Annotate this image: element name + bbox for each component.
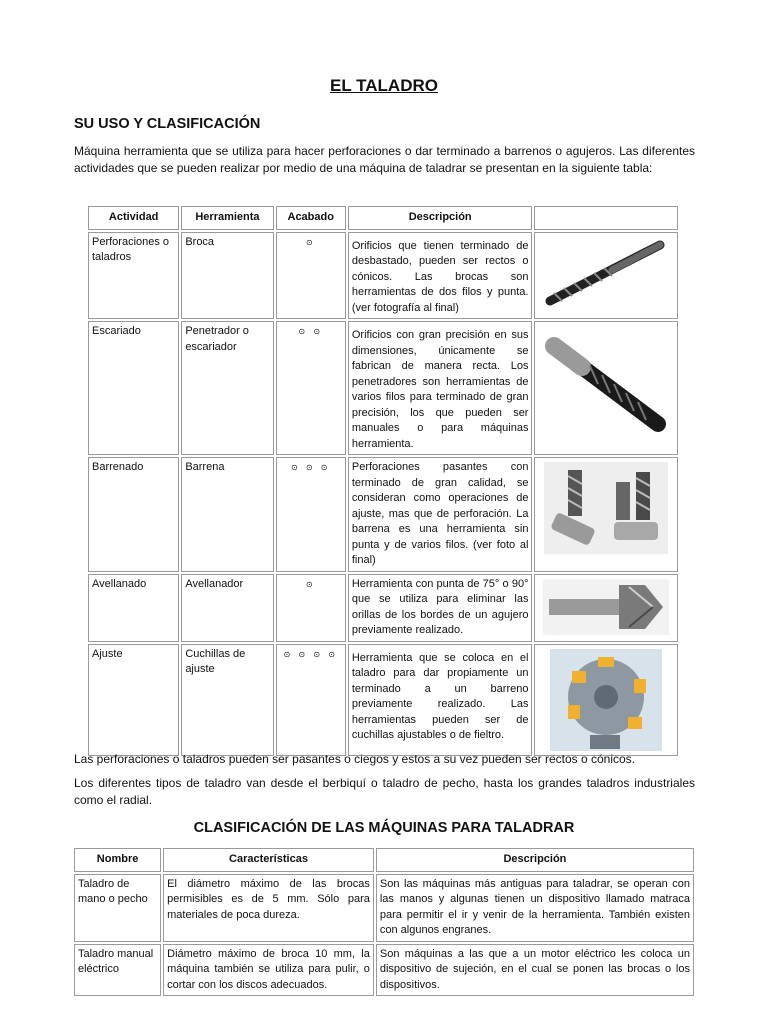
table-row	[74, 944, 694, 997]
tool-cell: Broca	[181, 232, 273, 320]
countersink-image	[543, 579, 669, 635]
finish-rating: ⊙ ⊙	[276, 321, 346, 455]
activity-cell: Barrenado	[88, 457, 179, 572]
paragraph-perforaciones: Las perforaciones o taladros pueden ser pasantes o ciegos y estos a su vez pueden ser rectos o cónicos.	[74, 752, 635, 766]
activities-table	[86, 204, 680, 758]
table-row	[88, 457, 678, 572]
image-cell	[534, 232, 678, 320]
description-cell: Son las máquinas más antiguas para taladrar, se operan con las manos y algunas tienen un dispositivo llamado matraca para permitir el ir y venir de la herramienta. También existen con algunos engranes.	[376, 874, 694, 942]
finish-rating: ⊙ ⊙ ⊙	[276, 457, 346, 572]
col-imagen	[534, 206, 678, 230]
image-cell	[534, 644, 678, 756]
table-row	[74, 874, 694, 942]
table-row	[88, 232, 678, 320]
description-cell: Herramienta que se coloca en el taladro para dar propiamente un terminado a un barreno previamente realizado. Las herramientas pueden ser de cuchillas ajustables o de fieltro.	[348, 644, 533, 756]
tool-cell: Barrena	[181, 457, 273, 572]
col-nombre: Nombre	[74, 848, 161, 872]
table-row	[88, 321, 678, 455]
reamer-image	[542, 326, 670, 438]
activity-cell: Perforaciones o taladros	[88, 232, 179, 320]
tool-cell: Cuchillas de ajuste	[181, 644, 273, 756]
description-cell: Orificios con gran precisión en sus dimensiones, únicamente se fabrican de manera recta. Los penetradores son herramientas de varios filos para terminado de gran precisión, los que pueden ser manuales o para máquinas herramienta.	[348, 321, 533, 455]
col-herramienta: Herramienta	[181, 206, 273, 230]
section-heading-uso: SU USO Y CLASIFICACIÓN	[74, 116, 261, 132]
description-cell: Son máquinas a las que a un motor eléctrico les coloca un dispositivo de sujeción, en el cual se ponen las brocas o los dispositivos.	[376, 944, 694, 997]
characteristics-cell: El diámetro máximo de las brocas permisibles es de 5 mm. Sólo para materiales de poca dureza.	[163, 874, 374, 942]
image-cell	[534, 574, 678, 642]
characteristics-cell: Diámetro máximo de broca 10 mm, la máquina también se utiliza para pulir, o cortar con los discos adecuados.	[163, 944, 374, 997]
description-cell: Perforaciones pasantes con terminado de gran calidad, se consideran como operaciones de ajuste, mas que de perforación. La barrena es una herramienta sin punta y de varios filos. (ver foto al final)	[348, 457, 533, 572]
finish-rating: ⊙ ⊙ ⊙ ⊙	[276, 644, 346, 756]
cutter-head-image	[550, 649, 662, 751]
activity-cell: Ajuste	[88, 644, 179, 756]
description-cell: Orificios que tienen terminado de desbastado, pueden ser rectos o cónicos. Las brocas son herramientas de dos filos y punta. (ver fotografía al final)	[348, 232, 533, 320]
table-row	[88, 644, 678, 756]
activity-cell: Avellanado	[88, 574, 179, 642]
finish-rating: ⊙	[276, 574, 346, 642]
tool-cell: Penetrador o escariador	[181, 321, 273, 455]
col-descripcion: Descripción	[348, 206, 533, 230]
page-title: EL TALADRO	[330, 76, 438, 95]
activity-cell: Escariado	[88, 321, 179, 455]
machines-table	[72, 846, 696, 998]
machine-name-cell: Taladro manual eléctrico	[74, 944, 161, 997]
tool-cell: Avellanador	[181, 574, 273, 642]
col-acabado: Acabado	[276, 206, 346, 230]
finish-rating: ⊙	[276, 232, 346, 320]
col-actividad: Actividad	[88, 206, 179, 230]
image-cell	[534, 457, 678, 572]
paragraph-tipos-taladro: Los diferentes tipos de taladro van desde el berbiquí o taladro de pecho, hasta los grandes taladros industriales como el radial.	[74, 776, 695, 807]
section-heading-clasificacion: CLASIFICACIÓN DE LAS MÁQUINAS PARA TALADRAR	[193, 820, 575, 836]
description-cell: Herramienta con punta de 75° o 90° que se utiliza para eliminar las orillas de los bordes de un agujero previamente realizado.	[348, 574, 533, 642]
table-row	[88, 574, 678, 642]
table-header-row	[74, 848, 694, 872]
intro-paragraph: Máquina herramienta que se utiliza para hacer perforaciones o dar terminado a barrenos o agujeros. Las diferentes actividades que se pueden realizar por medio de una máquina de taladrar se presentan en la siguiente tabla:	[74, 144, 695, 175]
end-mills-image	[544, 462, 668, 554]
drill-bit-image	[542, 237, 670, 307]
table-header-row	[88, 206, 678, 230]
machine-name-cell: Taladro de mano o pecho	[74, 874, 161, 942]
col-caracteristicas: Características	[163, 848, 374, 872]
col-descripcion: Descripción	[376, 848, 694, 872]
image-cell	[534, 321, 678, 455]
